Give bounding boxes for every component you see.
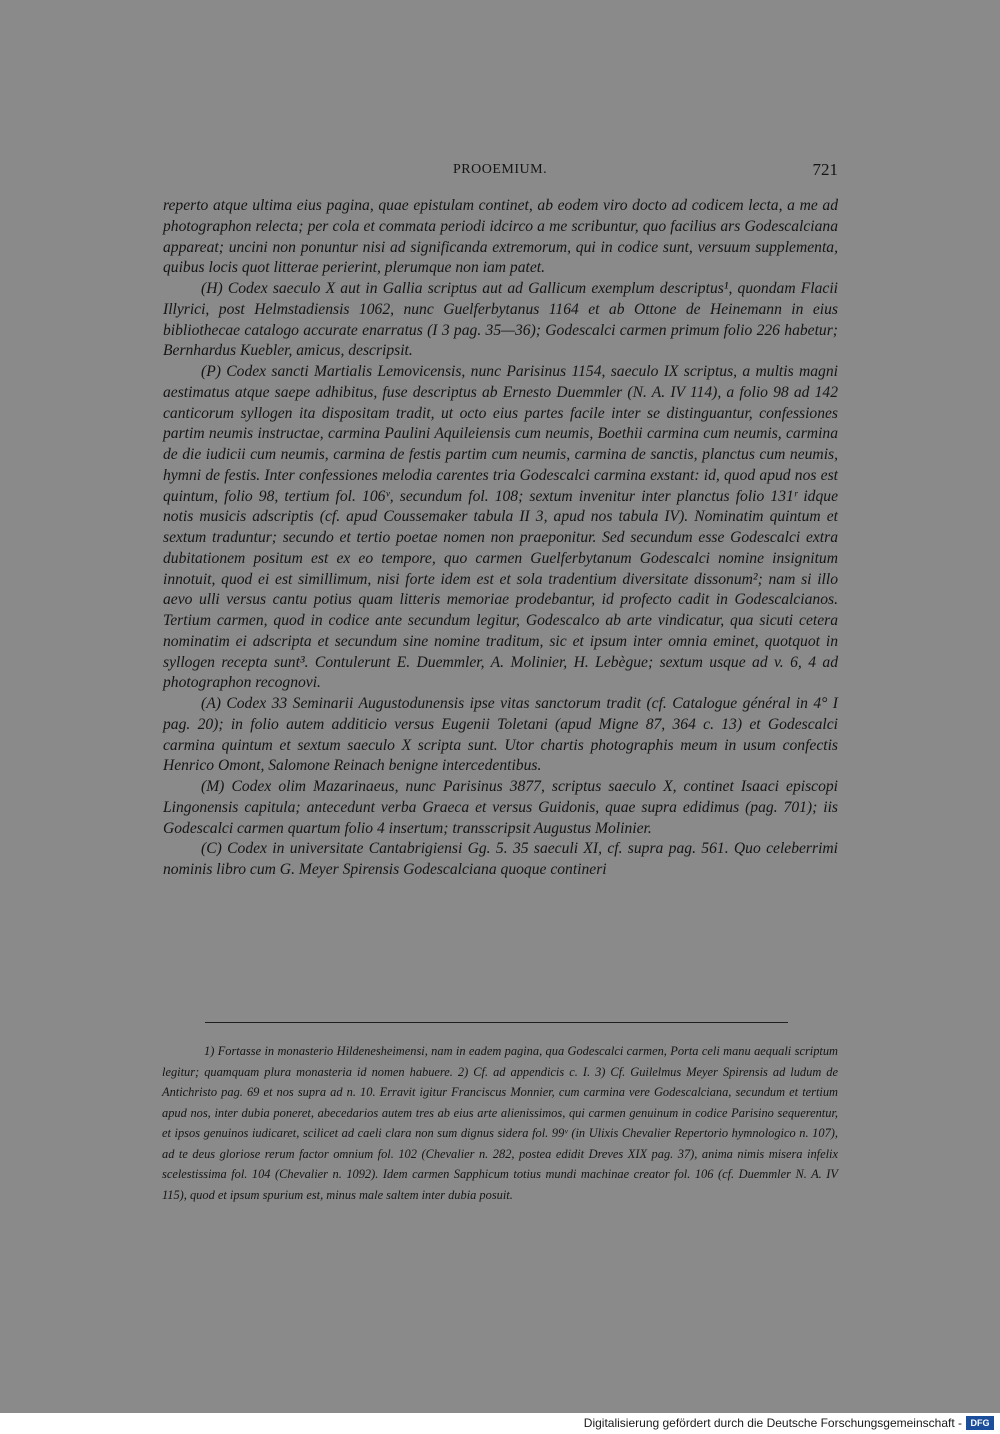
page-number: 721 bbox=[812, 160, 838, 179]
main-text bbox=[163, 196, 838, 881]
paragraph-codex-p: (P) Codex sancti Martialis Lemovicensis, nunc Parisinus 1154, saeculo IX scriptus, a multis magni aestimatus atque saepe adhibitus, fuse descriptus ab Ernesto Duemmler (N. A. IV 114), a folio 98 ad 142 canticorum syllogen ita dispositam tradit, ut octo eius partes facile inter se distinguantur, confessiones partim neumis instructae, carmina Paulini Aquileiensis cum neumis, Boethii carmina cum neumis, carmina de die iudicii cum neumis, carmina de festis partim cum neumis, carmina de sanctis, planctus cum neumis, hymni de festis. Inter confessiones melodia carentes tria Godescalci carmina exstant: id, quod apud nos est quintum, folio 98, tertium fol. 106ᵛ, secundum fol. 108; sextum invenitur inter planctus folio 131ʳ idque notis musicis adscriptis (cf. apud Coussemaker tabula II 3, apud nos tabula IV). Nominatim quintum et sextum traduntur; secundo et tertio poetae nomen non praeponitur. Sed secundum esse Godescalci extra dubitationem positum est ex eo tempore, quo carmen Guelferbytanum Godescalci nomine insignitum innotuit, quod ei est simillimum, nisi forte idem est et sola tradentium diversitate dissonum²; nam si illo aevo ulli versus cantu potius quam litteris memoriae prodebantur, id profecto cadit in Godescalcianos. Tertium carmen, quod in codice ante secundum legitur, Godescalco ab arte vindicatur, qua sicuti cetera nominatim ei adscripta et secundum sine nomine traditum, sic et ipsum inter omnia eminet, quotquot in syllogen recepta sunt³. Contulerunt E. Duemmler, A. Molinier, H. Lebègue; sextum usque ad v. 6, 4 ad photographon recognovi. bbox=[163, 363, 838, 692]
footnotes bbox=[162, 1041, 838, 1205]
paragraph-codex-c: (C) Codex in universitate Cantabrigiensi Gg. 5. 35 saeculi XI, cf. supra pag. 561. Quo celeberrimi nominis libro cum G. Meyer Spirensis Godescalciana quoque contineri bbox=[163, 840, 838, 878]
funding-note: Digitalisierung gefördert durch die Deutsche Forschungsgemeinschaft - bbox=[583, 1416, 962, 1430]
paragraph-continuation: reperto atque ultima eius pagina, quae epistulam continet, ab eodem viro docto ad codicem lecta, a me ad photographon relecta; per cola et commata periodi idcirco a me scribuntur, quo facilius ars Godescalciana appareat; uncini non ponuntur nisi ad significanda extremorum, qui in codice sunt, versuum supplementa, quibus locis quot litterae perierint, plerumque non iam patet. bbox=[163, 197, 838, 277]
paragraph-codex-h: (H) Codex saeculo X aut in Gallia scriptus aut ad Gallicum exemplum descriptus¹, quondam Flacii Illyrici, post Helmstadiensis 1062, nunc Guelferbytanus 1164 et ab Ottone de Heinemann in eius bibliothecae catalogo accurate enarratus (I 3 pag. 35—36); Godescalci carmen primum folio 226 habetur; Bernhardus Kuebler, amicus, descripsit. bbox=[163, 280, 838, 360]
paragraph-codex-m: (M) Codex olim Mazarinaeus, nunc Parisinus 3877, scriptus saeculo X, continet Isaaci episcopi Lingonensis capitula; antecedunt verba Graeca et versus Guidonis, quae supra edidimus (pag. 701); iis Godescalci carmen quartum folio 4 insertum; transscripsit Augustus Molinier. bbox=[163, 778, 838, 837]
footnote-divider bbox=[205, 1022, 788, 1023]
funding-bar bbox=[0, 1413, 1000, 1434]
running-title: PROOEMIUM. bbox=[453, 162, 548, 177]
page-header bbox=[163, 158, 838, 182]
paragraph-codex-a: (A) Codex 33 Seminarii Augustodunensis ipse vitas sanctorum tradit (cf. Catalogue général in 4° I pag. 20); in folio autem additicio versus Eugenii Toletani (apud Migne 87, 364 c. 13) et Godescalci carmina quintum et sextum saeculo X scripta sunt. Utor chartis photographis meum in usum confectis Henrico Omont, Salomone Reinach benigne intercedentibus. bbox=[163, 695, 838, 775]
dfg-logo-icon: DFG bbox=[966, 1416, 994, 1430]
footnote-text: 1) Fortasse in monasterio Hildenesheimensi, nam in eadem pagina, qua Godescalci carmen, Porta celi manu aequali scriptum legitur; quamquam plura monasteria id nomen habuere. 2) Cf. ad appendicis c. I. 3) Cf. Guilelmus Meyer Spirensis ad ludum de Antichristo pag. 69 et nos supra ad n. 10. Erravit igitur Franciscus Monnier, cum carmina vere Godescalciana, secundum et tertium apud nos, inter dubia poneret, abecedarios autem tres ab eius arte alienissimos, qui carmen genuinum in codice Parisino sequerentur, et ipsos genuinos iudicaret, scilicet ad caeli clara non sum dignus sidera fol. 99ᵛ (in Ulixis Chevalier Repertorio hymnologico n. 107), ad te deus gloriose rerum factor omnium fol. 102 (Chevalier n. 282, postea edidit Dreves XIX pag. 37), anima nimis misera infelix scelestissima fol. 104 (Chevalier n. 1092). Idem carmen Sapphicum totius mundi machinae creator fol. 106 (cf. Duemmler N. A. IV 115), quod et ipsum spurium est, minus male saltem inter dubia posuit. bbox=[162, 1044, 838, 1202]
